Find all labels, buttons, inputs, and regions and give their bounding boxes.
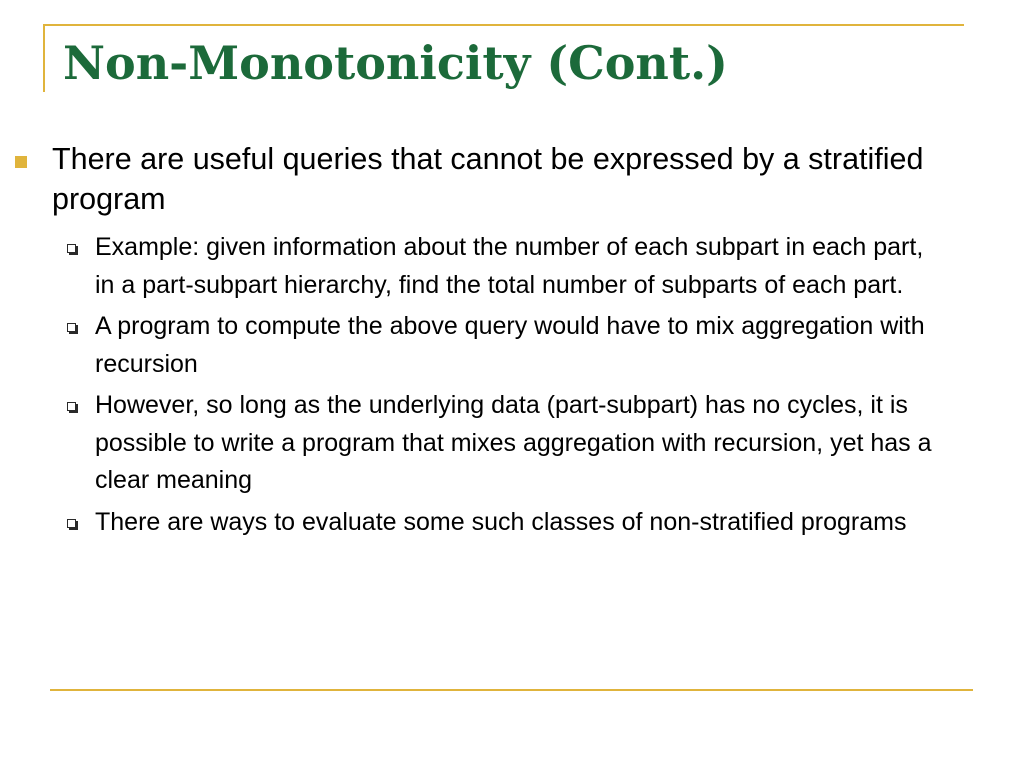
slide-title: Non-Monotonicity (Cont.) xyxy=(63,36,728,90)
filled-square-bullet-icon xyxy=(15,156,27,168)
hollow-square-bullet-icon xyxy=(67,402,76,411)
frame-left-rule xyxy=(43,24,45,92)
hollow-square-bullet-icon xyxy=(67,323,76,332)
sub-bullet-text: However, so long as the underlying data (part-subpart) has no cycles, it is possible to write a program that mixes aggregation with recursion, yet has a clear meaning xyxy=(95,391,932,495)
sub-bullet-text: A program to compute the above query would have to mix aggregation with recursion xyxy=(95,312,925,378)
sub-bullet-item xyxy=(0,387,945,500)
sub-bullet-item xyxy=(0,504,945,542)
hollow-square-bullet-icon xyxy=(67,244,76,253)
slide-content xyxy=(0,140,1024,545)
sub-bullet-text: There are ways to evaluate some such classes of non-stratified programs xyxy=(95,507,907,536)
sub-bullet-text: Example: given information about the number of each subpart in each part, in a part-subpart hierarchy, find the total number of subparts of each part. xyxy=(95,233,924,299)
hollow-square-bullet-icon xyxy=(67,519,76,528)
sub-bullet-item xyxy=(0,229,945,304)
bullet-text: There are useful queries that cannot be expressed by a stratified program xyxy=(52,142,924,216)
sub-bullet-list xyxy=(0,229,1024,541)
sub-bullet-item xyxy=(0,308,945,383)
frame-top-rule xyxy=(43,24,964,26)
frame-bottom-rule xyxy=(50,689,973,691)
bullet-item xyxy=(0,140,932,219)
